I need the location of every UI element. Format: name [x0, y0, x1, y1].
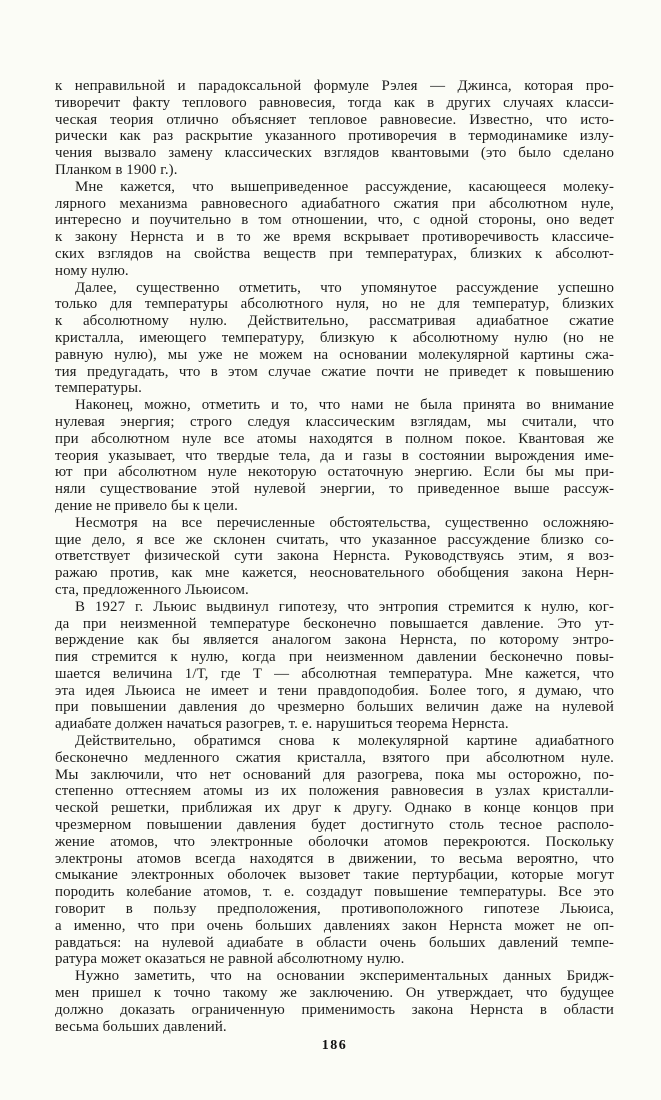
- text-line: чения вызвало замену классических взглядов квантовыми (это было сделано: [55, 145, 614, 162]
- text-line: мен пришел к точно такому же заключению. Он утверждает, что будущее: [55, 985, 614, 1002]
- text-line: равную нулю), мы уже не можем на основании молекулярной картины сжа-: [55, 346, 614, 363]
- text-line: В 1927 г. Льюис выдвинул гипотезу, что энтропия стремится к нулю, ког-: [75, 598, 614, 615]
- text-line: при повышении давления до чрезмерно больших величин даже на нулевой: [55, 699, 614, 716]
- paragraph: [55, 397, 614, 515]
- text-line: Нужно заметить, что на основании экспериментальных данных Бридж-: [75, 968, 614, 985]
- text-line: смыкание электронных оболочек вызовет такие пертурбации, которые могут: [55, 867, 614, 884]
- text-line: равдаться: на нулевой адиабате в области очень больших давлений темпе-: [55, 934, 614, 951]
- text-line: шается величина 1/T, где T — абсолютная температура. Мне кажется, что: [55, 665, 614, 682]
- text-line: при абсолютном нуле все атомы находятся в полном покое. Квантовая же: [55, 430, 614, 447]
- paragraph: [55, 599, 614, 733]
- text-line: ческая теория отлично объясняет тепловое равновесие. Известно, что исто-: [55, 111, 614, 128]
- text-line: температуры.: [55, 380, 142, 397]
- text-line: ответствует физической сути закона Нернста. Руководствуясь этим, я воз-: [55, 548, 614, 565]
- text-line: Действительно, обратимся снова к молекулярной картине адиабатного: [75, 733, 614, 750]
- paragraph: [55, 280, 614, 398]
- paragraph: [55, 733, 614, 968]
- text-line: Мне кажется, что вышеприведенное рассуждение, касающееся молеку-: [75, 178, 614, 195]
- text-line: пия стремится к нулю, когда при неизменном давлении бесконечно повы-: [55, 649, 614, 666]
- paragraph: [55, 78, 614, 179]
- text-line: ческой решетки, приближая их друг к другу. Однако в конце концов при: [55, 800, 614, 817]
- text-line: ратура может оказаться не равной абсолютному нулю.: [55, 951, 405, 968]
- text-line: ют при абсолютном нуле некоторую остаточную энергию. Если бы мы при-: [55, 464, 614, 481]
- text-line: породить колебание атомов, т. е. создадут повышение температуры. Все это: [55, 884, 614, 901]
- text-line: ских взглядов на свойства веществ при температурах, близких к абсолют-: [55, 245, 614, 262]
- body-text: [55, 78, 614, 1035]
- text-line: бесконечно медленного сжатия кристалла, взятого при абсолютном нуле.: [55, 749, 614, 766]
- text-line: теория указывает, что твердые тела, да и газы в состоянии вырождения име-: [55, 447, 614, 464]
- text-line: а именно, что при очень больших давлениях закон Нернста может не оп-: [55, 917, 614, 934]
- text-line: Несмотря на все перечисленные обстоятельства, существенно осложняю-: [75, 514, 614, 531]
- page-number: 186: [321, 1038, 348, 1053]
- text-line: тия предугадать, что в этом случае сжатие почти не приведет к повышению: [55, 363, 614, 380]
- text-line: нулевая энергия; строго следуя классическим взглядам, мы считали, что: [55, 413, 614, 430]
- text-line: лярного механизма равновесного адиабатного сжатия при абсолютном нуле,: [55, 195, 614, 212]
- text-line: к закону Нернста и в то же время вскрывает противоречивость классиче-: [55, 229, 614, 246]
- text-line: весьма больших давлений.: [55, 1018, 227, 1035]
- text-line: должно доказать ограниченную применимость закона Нернста в области: [55, 1001, 614, 1018]
- text-line: щие дело, я все же склонен считать, что указанное рассуждение близко со-: [55, 531, 614, 548]
- text-line: говорит в пользу предположения, противоположного гипотезе Льюиса,: [55, 901, 614, 918]
- text-line: только для температуры абсолютного нуля, но не для температур, близких: [55, 296, 614, 313]
- text-line: тиворечит факту теплового равновесия, тогда как в других случаях класси-: [55, 94, 614, 111]
- text-line: кристалла, имеющего температуру, близкую к абсолютному нулю (но не: [55, 329, 614, 346]
- text-line: электроны атомов всегда находятся в движении, то весьма вероятно, что: [55, 850, 614, 867]
- text-line: рически как раз раскрытие указанного противоречия в термодинамике излу-: [55, 128, 614, 145]
- text-line: да при неизменной температуре бесконечно повышается давление. Это ут-: [55, 615, 614, 632]
- paragraph: [55, 515, 614, 599]
- text-line: ста, предложенного Льюисом.: [55, 581, 249, 598]
- text-line: к неправильной и парадоксальной формуле Рэлея — Джинса, которая про-: [55, 78, 614, 94]
- text-line: Далее, существенно отметить, что упомянутое рассуждение успешно: [75, 279, 614, 296]
- text-line: дение не привело бы к цели.: [55, 497, 238, 514]
- text-line: ражаю против, как мне кажется, неосновательного обобщения закона Нерн-: [55, 565, 614, 582]
- paragraph: [55, 179, 614, 280]
- text-line: верждение как бы является аналогом закона Нернста, по которому энтро-: [55, 632, 614, 649]
- text-line: Наконец, можно, отметить и то, что нами не была принята во внимание: [75, 397, 614, 414]
- text-line: к абсолютному нулю. Действительно, рассматривая адиабатное сжатие: [55, 313, 614, 330]
- text-line: чрезмерном повышении давления будет достигнуто столь тесное располо-: [55, 817, 614, 834]
- text-line: жение атомов, что электронные оболочки атомов перекроются. Поскольку: [55, 833, 614, 850]
- text-line: адиабате должен начаться разогрев, т. е. нарушиться теорема Нернста.: [55, 716, 509, 733]
- paragraph: [55, 968, 614, 1035]
- text-line: интересно и поучительно в том отношении, что, с одной стороны, оно ведет: [55, 212, 614, 229]
- text-line: степенно оттесняем атомы из их положения равновесия в узлах кристалли-: [55, 783, 614, 800]
- text-line: Мы заключили, что нет оснований для разогрева, пока мы осторожно, по-: [55, 766, 614, 783]
- text-line: ному нулю.: [55, 262, 129, 279]
- text-line: эта идея Льюиса не имеет и тени правдоподобия. Более того, я думаю, что: [55, 682, 614, 699]
- text-line: Планком в 1900 г.).: [55, 161, 178, 178]
- text-line: няли существование этой нулевой энергии, то приведенное выше рассуж-: [55, 481, 614, 498]
